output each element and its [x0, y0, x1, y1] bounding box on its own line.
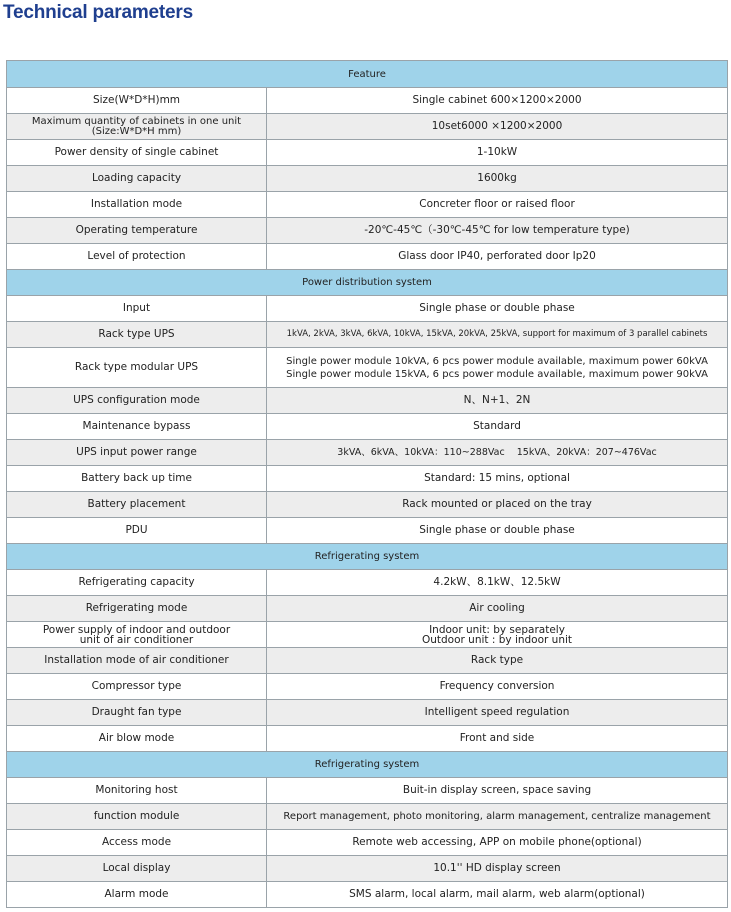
param-name: Operating temperature [7, 218, 267, 244]
table-row [7, 244, 728, 270]
param-value: N、N+1、2N [267, 388, 728, 414]
param-name: Compressor type [7, 674, 267, 700]
param-value: 1600kg [267, 166, 728, 192]
section-header-refrigerating: Refrigerating system [7, 544, 728, 570]
param-value: Air cooling [267, 596, 728, 622]
section-header-monitoring: Refrigerating system [7, 752, 728, 778]
table-row [7, 700, 728, 726]
table-row [7, 166, 728, 192]
param-value: Glass door IP40, perforated door Ip20 [267, 244, 728, 270]
table-row [7, 492, 728, 518]
param-name: Installation mode [7, 192, 267, 218]
table-row [7, 322, 728, 348]
param-name: UPS input power range [7, 440, 267, 466]
param-name: Power supply of indoor and outdoor unit of air conditioner [7, 622, 267, 648]
param-name: Maximum quantity of cabinets in one unit (Size:W*D*H mm) [7, 114, 267, 140]
param-name: Draught fan type [7, 700, 267, 726]
section-header-row [7, 61, 728, 88]
param-name: Installation mode of air conditioner [7, 648, 267, 674]
param-value: 1kVA, 2kVA, 3kVA, 6kVA, 10kVA, 15kVA, 20kVA, 25kVA, support for maximum of 3 parallel cabinets [267, 322, 728, 348]
param-name: Air blow mode [7, 726, 267, 752]
param-name: Battery placement [7, 492, 267, 518]
table-row [7, 114, 728, 140]
section-header-feature: Feature [7, 61, 728, 88]
param-value: 10.1'' HD display screen [267, 856, 728, 882]
param-name: Rack type modular UPS [7, 348, 267, 388]
table-row [7, 218, 728, 244]
technical-parameters-table [6, 60, 728, 908]
param-value: Rack type [267, 648, 728, 674]
param-value: Single phase or double phase [267, 296, 728, 322]
table-row [7, 88, 728, 114]
table-row [7, 648, 728, 674]
table-row [7, 440, 728, 466]
table-row [7, 296, 728, 322]
table-row [7, 388, 728, 414]
param-name: Local display [7, 856, 267, 882]
table-row [7, 414, 728, 440]
param-name: Power density of single cabinet [7, 140, 267, 166]
param-name: Refrigerating capacity [7, 570, 267, 596]
table-row [7, 596, 728, 622]
param-name: Loading capacity [7, 166, 267, 192]
param-value: Remote web accessing, APP on mobile phone(optional) [267, 830, 728, 856]
param-value: Concreter floor or raised floor [267, 192, 728, 218]
table-row [7, 778, 728, 804]
param-value: Standard [267, 414, 728, 440]
param-value: Rack mounted or placed on the tray [267, 492, 728, 518]
page-title: Technical parameters [3, 2, 193, 23]
param-name: Monitoring host [7, 778, 267, 804]
section-header-power-distribution: Power distribution system [7, 270, 728, 296]
param-value: 1-10kW [267, 140, 728, 166]
param-value: 10set6000 ×1200×2000 [267, 114, 728, 140]
table-row [7, 726, 728, 752]
table-row [7, 348, 728, 388]
section-header-row [7, 752, 728, 778]
table-row [7, 856, 728, 882]
table-row [7, 466, 728, 492]
table-row [7, 674, 728, 700]
table-row [7, 192, 728, 218]
param-name: PDU [7, 518, 267, 544]
param-value: 4.2kW、8.1kW、12.5kW [267, 570, 728, 596]
param-name: Rack type UPS [7, 322, 267, 348]
table-row [7, 570, 728, 596]
param-value: Frequency conversion [267, 674, 728, 700]
param-name: Maintenance bypass [7, 414, 267, 440]
param-name: UPS configuration mode [7, 388, 267, 414]
table-row [7, 140, 728, 166]
param-value: Buit-in display screen, space saving [267, 778, 728, 804]
param-name: Size(W*D*H)mm [7, 88, 267, 114]
param-name: Access mode [7, 830, 267, 856]
param-value: Indoor unit: by separately Outdoor unit : by indoor unit [267, 622, 728, 648]
table-row [7, 882, 728, 908]
table-row [7, 518, 728, 544]
param-value: Front and side [267, 726, 728, 752]
param-value: -20℃-45℃（-30℃-45℃ for low temperature type) [267, 218, 728, 244]
table-row [7, 804, 728, 830]
section-header-row [7, 270, 728, 296]
param-name: Battery back up time [7, 466, 267, 492]
param-name: Refrigerating mode [7, 596, 267, 622]
param-value: Single phase or double phase [267, 518, 728, 544]
table-row [7, 830, 728, 856]
param-name: Input [7, 296, 267, 322]
param-name: Level of protection [7, 244, 267, 270]
param-value: Report management, photo monitoring, alarm management, centralize management [267, 804, 728, 830]
param-value: Intelligent speed regulation [267, 700, 728, 726]
param-value: Single power module 10kVA, 6 pcs power module available, maximum power 60kVA Single power module 15kVA, 6 pcs power module available, maximum power 90kVA [267, 348, 728, 388]
param-value: Single cabinet 600×1200×2000 [267, 88, 728, 114]
table-row [7, 622, 728, 648]
param-name: Alarm mode [7, 882, 267, 908]
param-value: SMS alarm, local alarm, mail alarm, web alarm(optional) [267, 882, 728, 908]
param-value: 3kVA、6kVA、10kVA：110~288Vac 15kVA、20kVA：207~476Vac [267, 440, 728, 466]
param-name: function module [7, 804, 267, 830]
param-value: Standard: 15 mins, optional [267, 466, 728, 492]
section-header-row [7, 544, 728, 570]
